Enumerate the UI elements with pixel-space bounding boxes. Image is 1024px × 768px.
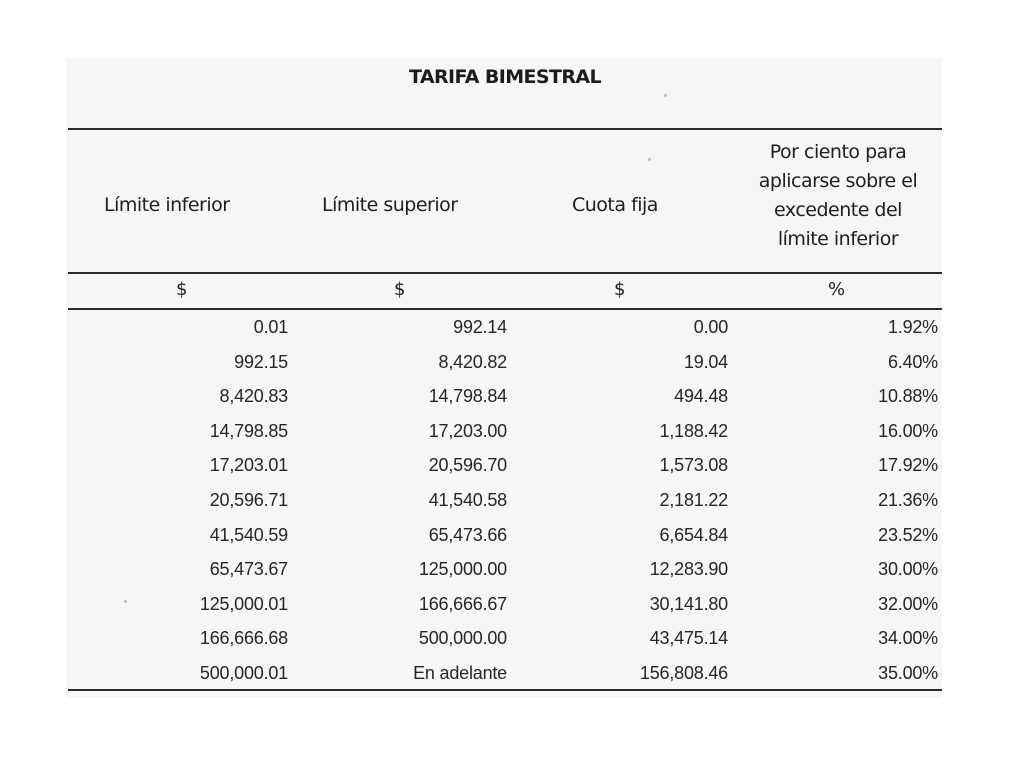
table-body [0,312,1024,693]
unit-fixed: $ [614,279,626,300]
scan-speck [124,600,127,603]
unit-percent: % [828,279,846,300]
cell-percent: 35.00% [878,662,938,683]
cell-upper-limit: 992.14 [453,317,507,337]
cell-lower-limit: 500,000.01 [199,662,288,683]
header-percent-line: límite inferior [777,228,899,250]
units-rule [68,308,942,310]
cell-lower-limit: 125,000.01 [199,593,288,614]
table-row [0,450,1024,485]
cell-lower-limit: 20,596.71 [209,489,288,510]
cell-fixed-fee: 6,654.84 [659,524,728,545]
cell-upper-limit: 20,596.70 [428,455,507,476]
cell-fixed-fee: 19.04 [683,351,728,372]
table-row [0,485,1024,520]
cell-upper-limit: 125,000.00 [418,559,507,580]
header-percent [742,138,934,254]
cell-fixed-fee: 156,808.46 [639,662,728,683]
scan-speck [648,158,651,161]
cell-fixed-fee: 1,188.42 [659,420,728,441]
cell-fixed-fee: 43,475.14 [649,628,728,649]
cell-fixed-fee: 12,283.90 [649,559,728,580]
table-title: TARIFA BIMESTRAL [409,66,601,88]
table-row [0,520,1024,555]
cell-lower-limit: 41,540.59 [209,524,288,545]
cell-fixed-fee: 1,573.08 [659,455,728,476]
cell-percent: 34.00% [878,628,938,649]
header-fixed-fee: Cuota fija [572,194,658,216]
cell-percent: 30.00% [878,559,938,580]
table-row [0,347,1024,382]
cell-upper-limit: 500,000.00 [418,628,507,649]
unit-upper: $ [394,279,406,300]
cell-upper-limit: 65,473.66 [428,524,507,545]
cell-lower-limit: 65,473.67 [209,559,288,580]
cell-lower-limit: 14,798.85 [209,420,288,441]
cell-upper-limit: 14,798.84 [428,386,507,407]
table-row [0,416,1024,451]
cell-percent: 16.00% [878,420,938,441]
cell-percent: 1.92% [887,317,938,337]
table-row [0,312,1024,347]
cell-lower-limit: 992.15 [234,351,288,372]
top-rule [68,128,942,130]
table-row [0,658,1024,693]
scan-speck [664,94,667,97]
cell-upper-limit: 17,203.00 [428,420,507,441]
header-rule [68,272,942,274]
cell-fixed-fee: 2,181.22 [659,489,728,510]
bottom-rule [68,689,942,691]
header-upper-limit: Límite superior [322,194,458,216]
table-row [0,589,1024,624]
cell-percent: 6.40% [887,351,938,372]
cell-lower-limit: 0.01 [253,317,288,337]
cell-fixed-fee: 494.48 [674,386,728,407]
cell-percent: 10.88% [878,386,938,407]
cell-lower-limit: 8,420.83 [219,386,288,407]
header-percent-line: aplicarse sobre el [758,170,918,192]
cell-percent: 23.52% [878,524,938,545]
cell-upper-limit: 8,420.82 [438,351,507,372]
header-lower-limit: Límite inferior [104,194,230,216]
header-percent-line: excedente del [774,199,902,221]
cell-lower-limit: 166,666.68 [199,628,288,649]
cell-percent: 32.00% [878,593,938,614]
table-row [0,554,1024,589]
cell-upper-limit: En adelante [413,662,507,683]
cell-upper-limit: 41,540.58 [428,489,507,510]
cell-lower-limit: 17,203.01 [209,455,288,476]
cell-fixed-fee: 0.00 [693,317,728,337]
table-row [0,623,1024,658]
cell-fixed-fee: 30,141.80 [649,593,728,614]
unit-lower: $ [176,279,188,300]
cell-percent: 21.36% [878,489,938,510]
cell-percent: 17.92% [878,455,938,476]
table-row [0,381,1024,416]
cell-upper-limit: 166,666.67 [418,593,507,614]
header-percent-line: Por ciento para [769,141,907,163]
